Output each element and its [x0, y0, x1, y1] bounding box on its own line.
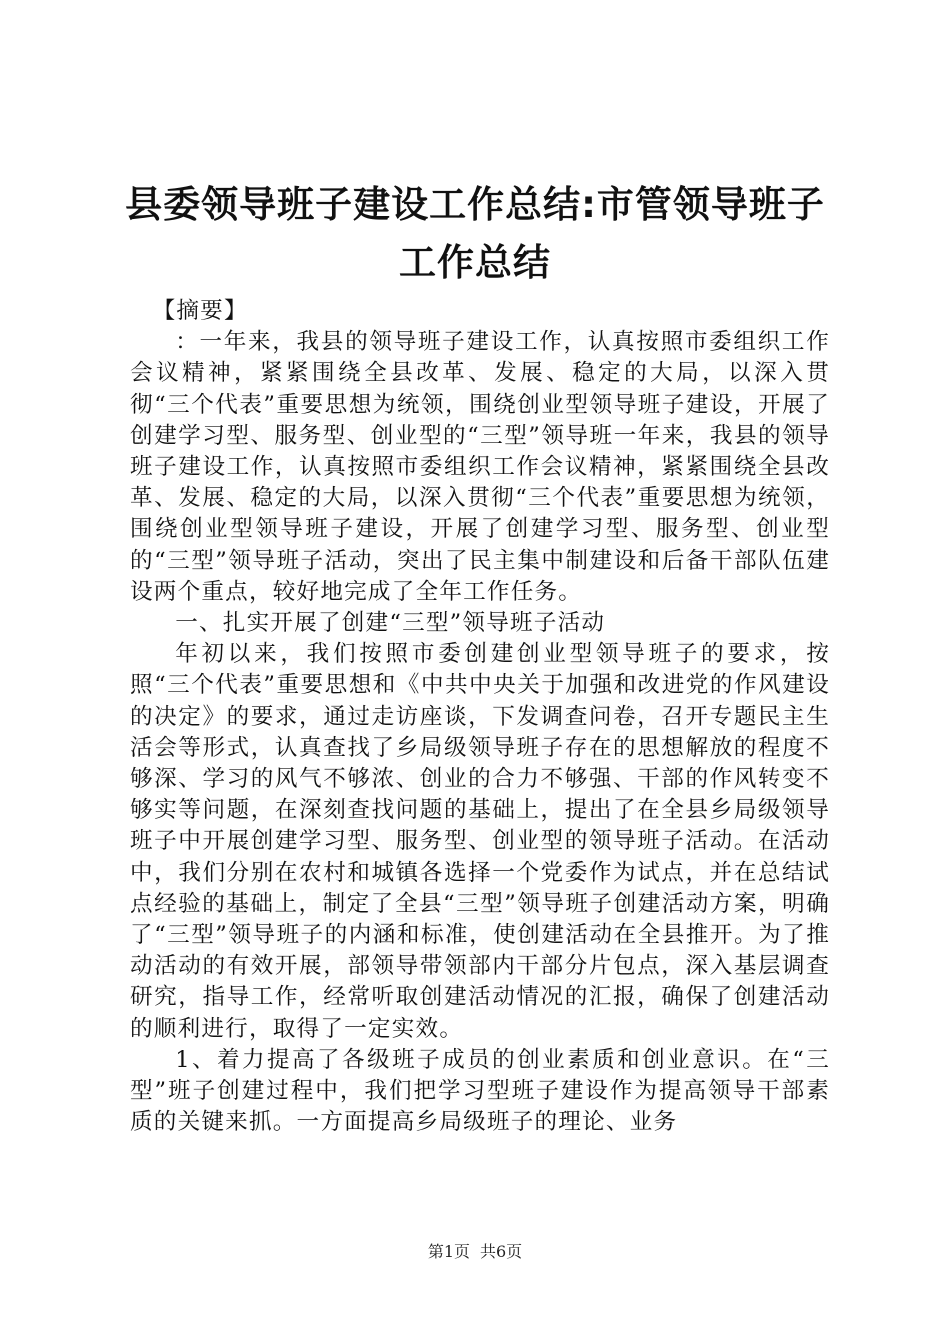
paragraph-section-body: 年初以来，我们按照市委创建创业型领导班子的要求，按照“三个代表”重要思想和《中共中央关于加强和改进党的作风建设的决定》的要求，通过走访座谈，下发调查问卷，召开专题民主生活会等形式，认真查找了乡局级领导班子存在的思想解放的程度不够深、学习的风气不够浓、创业的合力不够强、干部的作风转变不够实等问题，在深刻查找问题的基础上，提出了在全县乡局级领导班子中开展创建学习型、服务型、创业型的领导班子活动。在活动中，我们分别在农村和城镇各选择一个党委作为试点，并在总结试点经验的基础上，制定了全县“三型”领导班子创建活动方案，明确了“三型”领导班子的内涵和标准，使创建活动在全县推开。为了推动活动的有效开展，部领导带领部内干部分片包点，深入基层调查研究，指导工作，经常听取创建活动情况的汇报，确保了创建活动的顺利进行，取得了一定实效。 — [130, 641, 830, 1042]
page-footer — [0, 1241, 950, 1263]
page-number: 第1页 — [427, 1242, 470, 1261]
document-body — [130, 296, 830, 1138]
page-total: 共6页 — [480, 1242, 523, 1261]
document-title: 县委领导班子建设工作总结:市管领导班子工作总结 — [125, 183, 825, 284]
paragraph-point-1: 1、着力提高了各级班子成员的创业素质和创业意识。在“三型”班子创建过程中，我们把学习型班子建设作为提高领导干部素质的关键来抓。一方面提高乡局级班子的理论、业务 — [130, 1046, 830, 1136]
section-heading: 一、扎实开展了创建“三型”领导班子活动 — [175, 610, 606, 637]
abstract-label: 【摘要】 — [152, 298, 248, 324]
paragraph-abstract: ：一年来，我县的领导班子建设工作，认真按照市委组织工作会议精神，紧紧围绕全县改革、发展、稳定的大局，以深入贯彻“三个代表”重要思想为统领，围绕创业型领导班子建设，开展了创建学习型、服务型、创业型的“三型”领导班一年来，我县的领导班子建设工作，认真按照市委组织工作会议精神，紧紧围绕全县改革、发展、稳定的大局，以深入贯彻“三个代表”重要思想为统领，围绕创业型领导班子建设，开展了创建学习型、服务型、创业型的“三型”领导班子活动，突出了民主集中制建设和后备干部队伍建设两个重点，较好地完成了全年工作任务。 — [130, 329, 830, 605]
